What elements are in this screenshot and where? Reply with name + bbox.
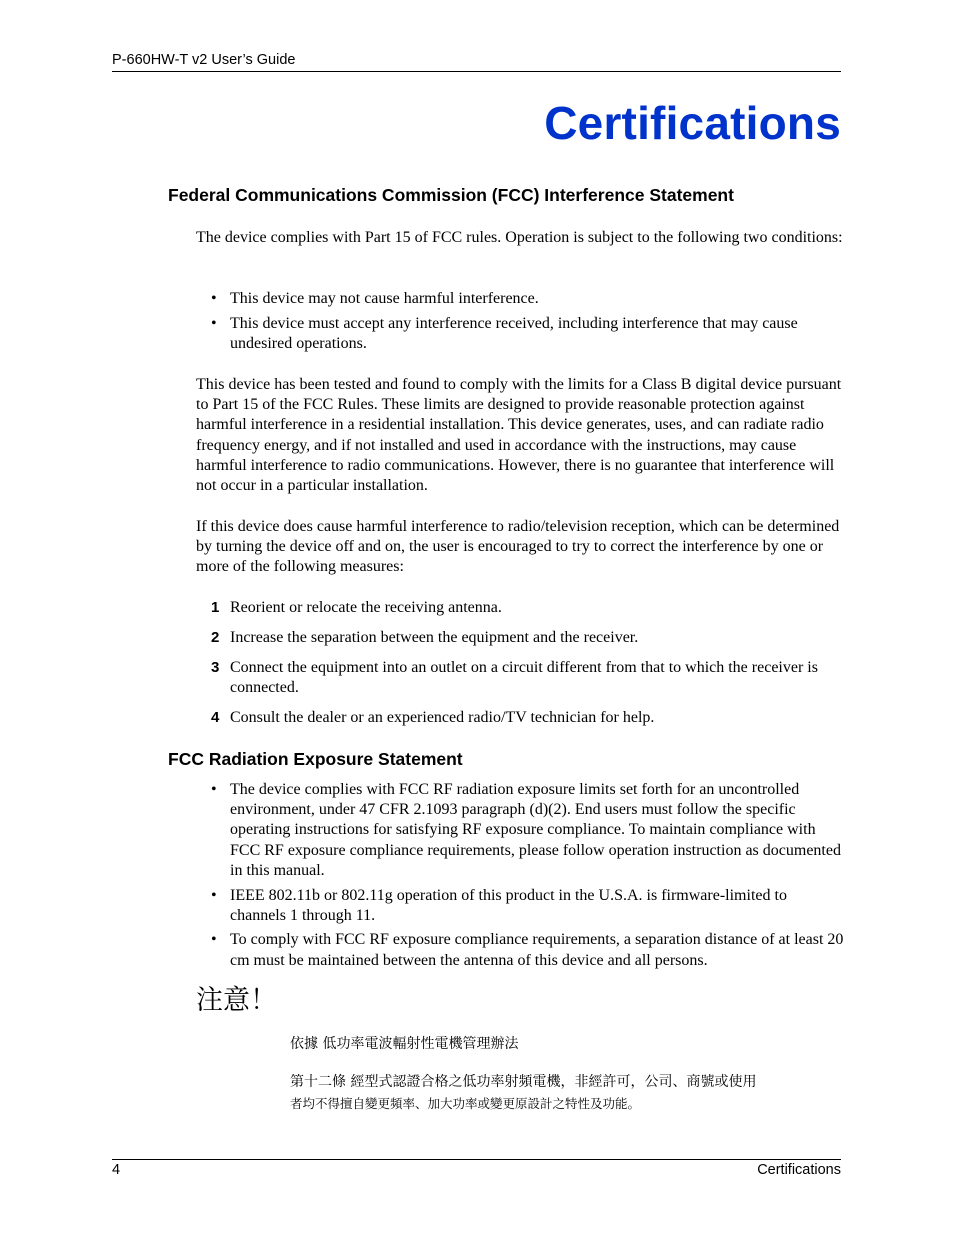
radiation-text: The device complies with FCC RF radiation exposure limits set forth for an uncontrolled environment, under 47 CFR 2.1093 paragraph (d)(2). End users must follow the specific operating instructions for satisfying RF exposure compliance. To maintain compliance with FCC RF exposure compliance requirements, please follow operation instruction as documented in this manual. bbox=[230, 781, 841, 879]
list-item bbox=[196, 708, 846, 728]
fcc-intro-paragraph: The device complies with Part 15 of FCC rules. Operation is subject to the following two conditions: bbox=[196, 229, 843, 246]
list-item bbox=[196, 314, 846, 354]
measures-intro-paragraph: If this device does cause harmful interference to radio/television reception, which can be determined by turning the device off and on, the user is encouraged to try to correct the interference by one or more of the following measures: bbox=[196, 518, 840, 576]
notice-regulation: 依據 低功率電波輻射性電機管理辦法 bbox=[290, 1036, 519, 1052]
notice-article-line-1: 第十二條 經型式認證合格之低功率射頻電機，非經許可，公司、商號或使用 bbox=[290, 1074, 757, 1090]
class-b-paragraph: This device has been tested and found to comply with the limits for a Class B digital device pursuant to Part 15 of the FCC Rules. These limits are designed to provide reasonable protection against harmful interference in a residential installation. This device generates, uses, and can radiate radio frequency energy, and if not installed and used in accordance with the instructions, may cause harmful interference to radio communications. However, there is no guarantee that interference will not occur in a particular installation. bbox=[196, 376, 842, 495]
bullet-icon: • bbox=[211, 931, 217, 949]
fcc-interference-heading: Federal Communications Commission (FCC) Interference Statement bbox=[168, 185, 734, 205]
fcc-radiation-heading: FCC Radiation Exposure Statement bbox=[168, 749, 463, 769]
list-item bbox=[196, 780, 846, 881]
step-number: 3 bbox=[211, 658, 220, 676]
step-number: 1 bbox=[211, 599, 220, 616]
bullet-icon: • bbox=[211, 315, 217, 333]
page-title: Certifications bbox=[544, 97, 841, 149]
step-number: 4 bbox=[211, 708, 220, 726]
footer-divider bbox=[112, 1159, 841, 1160]
notice-title: 注意！ bbox=[196, 985, 277, 1016]
condition-text: This device may not cause harmful interference. bbox=[230, 290, 539, 307]
footer-section-name: Certifications bbox=[757, 1162, 841, 1178]
footer-page-number: 4 bbox=[112, 1162, 121, 1178]
radiation-list bbox=[196, 780, 846, 971]
notice-article-line-2: 者均不得擅自變更頻率、加大功率或變更原設計之特性及功能。 bbox=[290, 1096, 641, 1111]
step-text: Consult the dealer or an experienced radio/TV technician for help. bbox=[230, 708, 655, 726]
list-item bbox=[196, 658, 846, 698]
list-item bbox=[196, 598, 846, 618]
radiation-text: IEEE 802.11b or 802.11g operation of this product in the U.S.A. is firmware-limited to channels 1 through 11. bbox=[230, 886, 787, 924]
running-header: P-660HW-T v2 User’s Guide bbox=[112, 52, 296, 68]
list-item bbox=[196, 289, 846, 309]
measures-list bbox=[196, 598, 846, 737]
step-text: Reorient or relocate the receiving antenna. bbox=[230, 599, 502, 616]
list-item bbox=[196, 930, 846, 970]
bullet-icon: • bbox=[211, 290, 217, 307]
step-text: Increase the separation between the equipment and the receiver. bbox=[230, 628, 639, 646]
header-divider bbox=[112, 71, 841, 72]
bullet-icon: • bbox=[211, 781, 217, 798]
radiation-text: To comply with FCC RF exposure compliance requirements, a separation distance of at least 20 cm must be maintained between the antenna of this device and all persons. bbox=[230, 931, 844, 969]
list-item bbox=[196, 628, 846, 648]
list-item bbox=[196, 886, 846, 926]
condition-text: This device must accept any interference received, including interference that may cause undesired operations. bbox=[230, 315, 798, 353]
fcc-conditions-list bbox=[196, 289, 846, 355]
bullet-icon: • bbox=[211, 886, 217, 904]
step-number: 2 bbox=[211, 628, 220, 646]
step-text: Connect the equipment into an outlet on a circuit different from that to which the receiver is connected. bbox=[230, 658, 818, 696]
